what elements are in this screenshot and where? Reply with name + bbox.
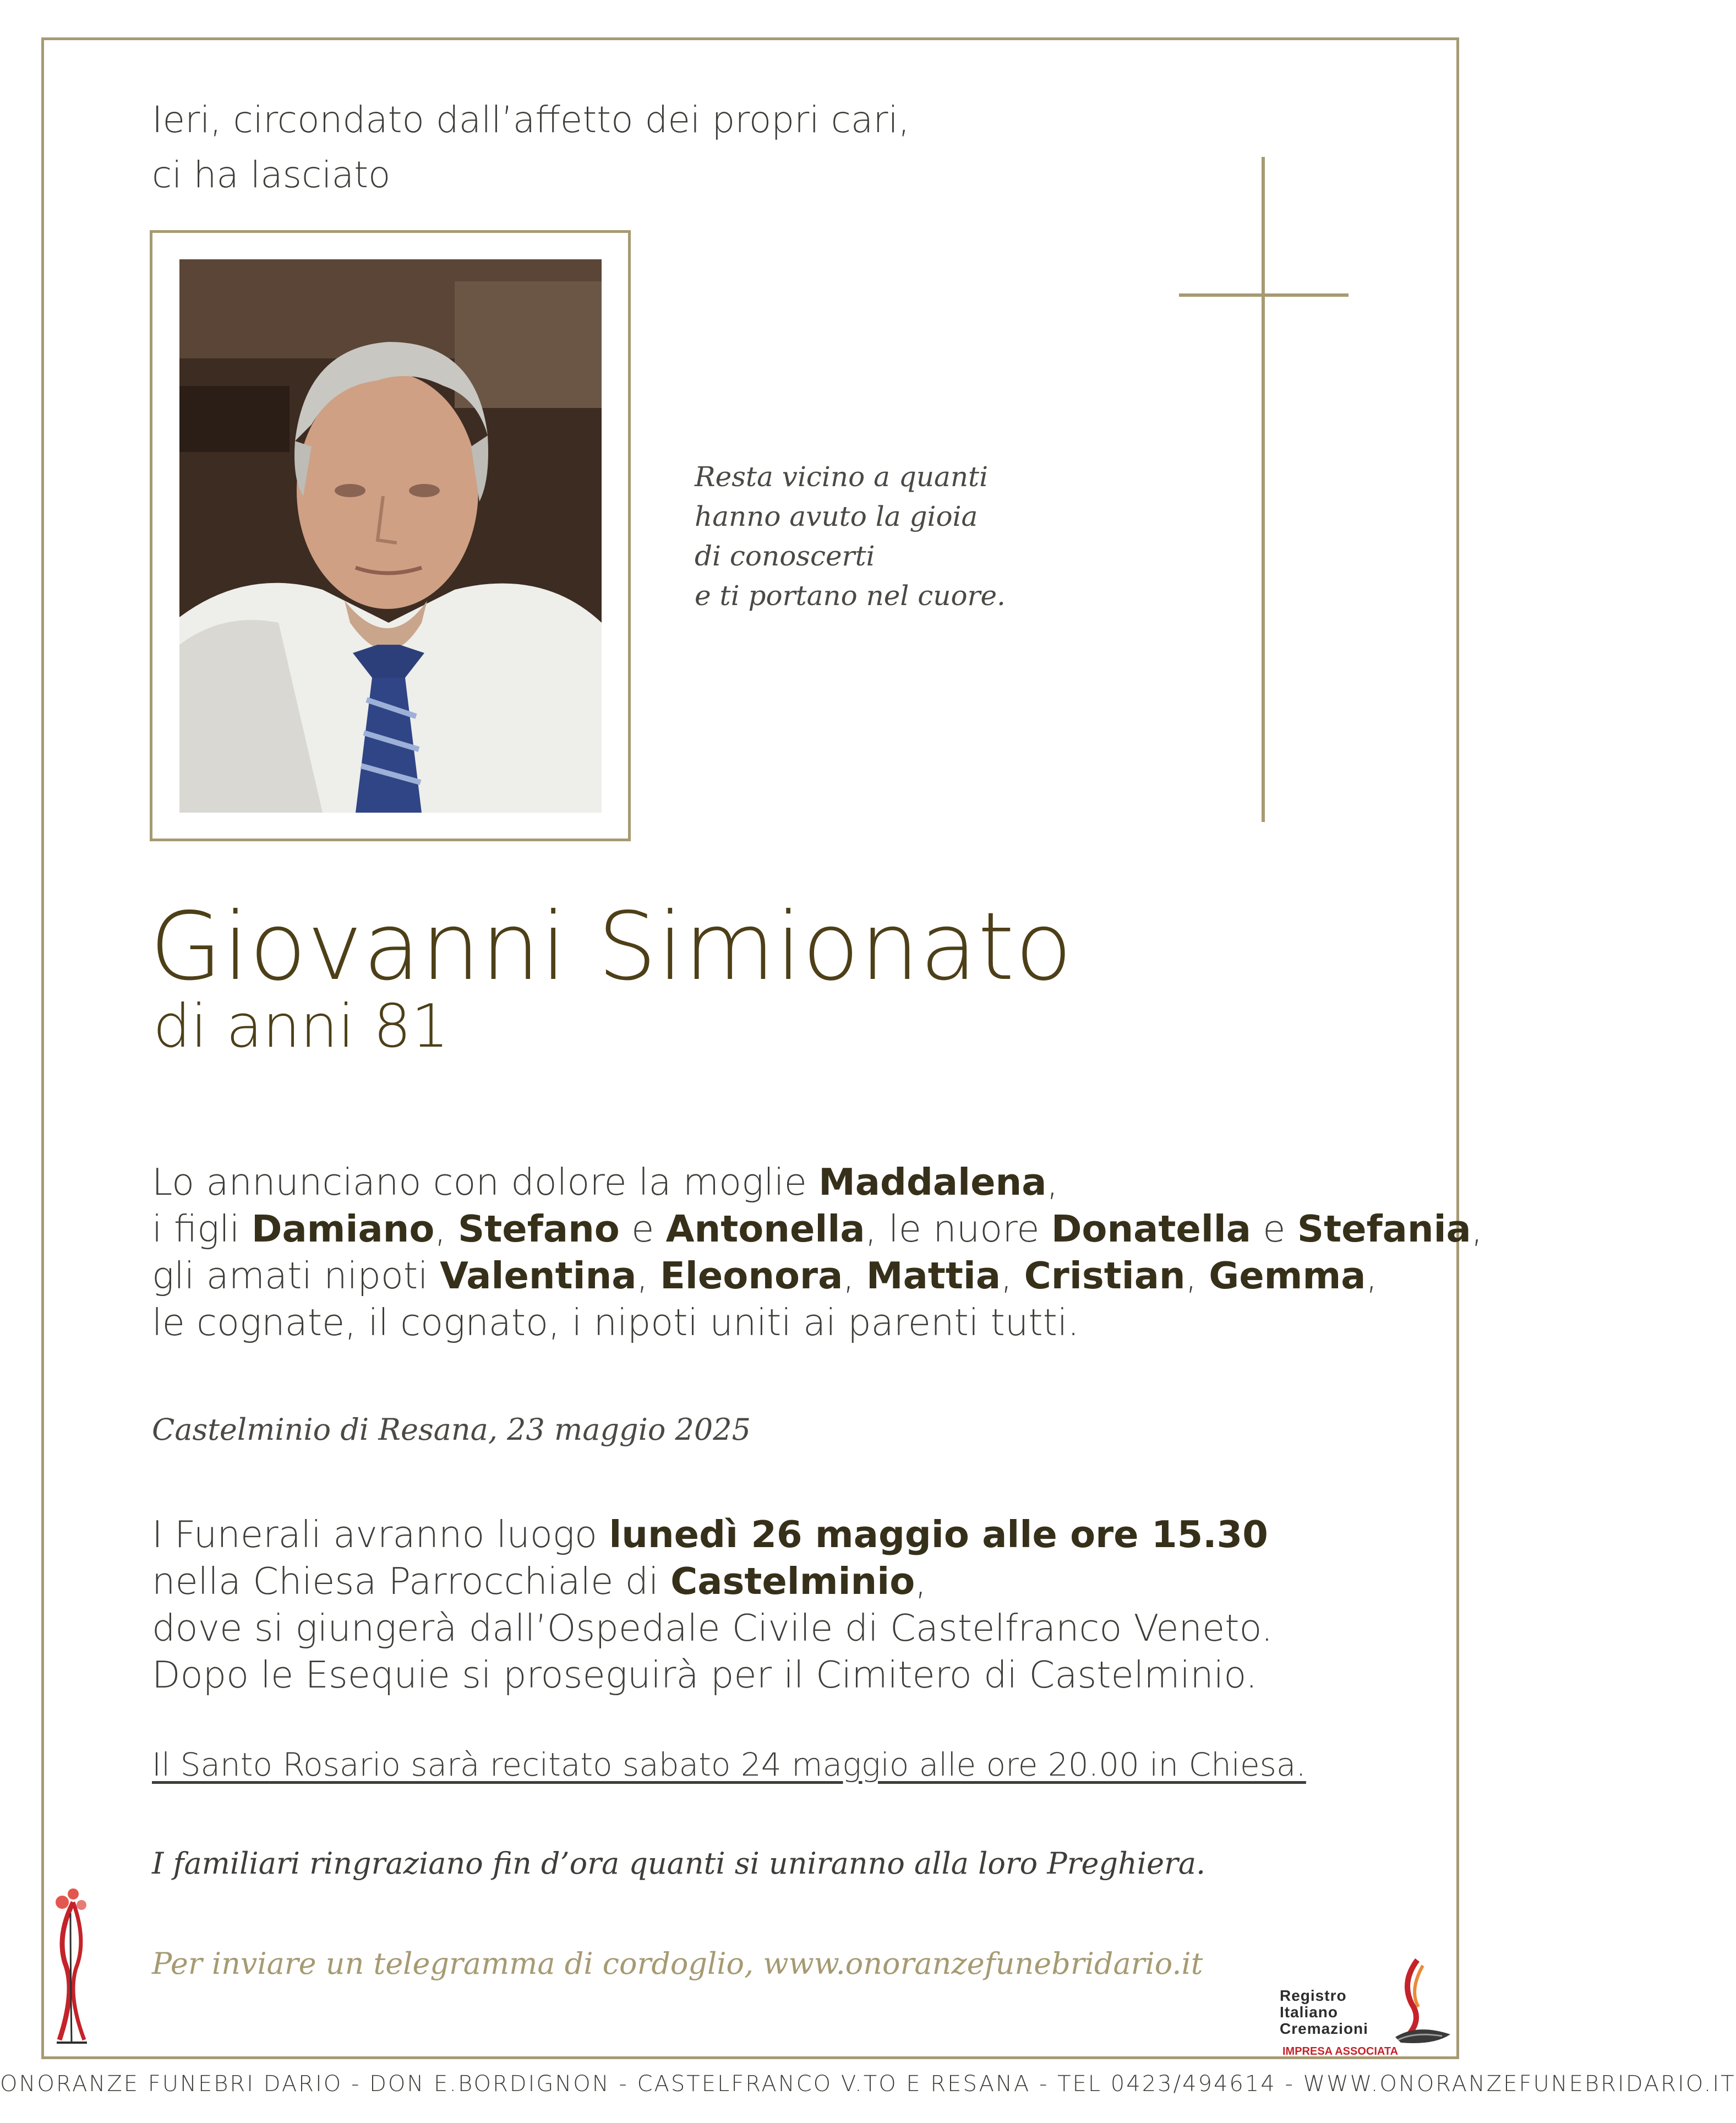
family-name: Maddalena: [818, 1161, 1047, 1204]
family-text: ,: [1366, 1254, 1378, 1297]
portrait-illustration: [179, 259, 602, 813]
flower-logo-icon: [48, 1880, 98, 2045]
family-name: Stefano: [458, 1207, 620, 1250]
funeral-line-4: Dopo le Esequie si proseguirà per il Cimitero di Castelminio.: [152, 1653, 1258, 1696]
ric-line-2: Italiano: [1280, 2004, 1339, 2021]
family-name: Mattia: [866, 1254, 1001, 1297]
family-announcement: [152, 1159, 1483, 1346]
funeral-datetime: lunedì 26 maggio alle ore 15.30: [609, 1513, 1268, 1556]
family-name: Antonella: [665, 1207, 865, 1250]
family-line-3: [152, 1253, 1483, 1299]
family-text: Lo annunciano con dolore la moglie: [152, 1161, 819, 1204]
rosary-notice: Il Santo Rosario sarà recitato sabato 24 maggio alle ore 20.00 in Chiesa.: [152, 1746, 1306, 1783]
family-text: , le nuore: [865, 1207, 1051, 1250]
family-name: Valentina: [440, 1254, 637, 1297]
funeral-line-2: [152, 1558, 1273, 1605]
family-text: e: [619, 1207, 666, 1250]
funeral-info: [152, 1511, 1273, 1699]
deceased-name: Giovanni Simionato: [150, 892, 1073, 1001]
family-name: Damiano: [251, 1207, 435, 1250]
place-date: Castelminio di Resana, 23 maggio 2025: [152, 1412, 751, 1447]
ric-line-1: Registro: [1280, 1987, 1347, 2004]
cross-icon-bar: [1179, 293, 1349, 297]
footer-contact: ONORANZE FUNEBRI DARIO - DON E.BORDIGNON - CASTELFRANCO V.TO E RESANA - TEL 0423/494614 - WWW.ONORANZEFUNEBRIDARIO.IT: [0, 2071, 1736, 2097]
family-text: gli amati nipoti: [152, 1254, 440, 1297]
ric-line-3: Cremazioni: [1280, 2020, 1368, 2037]
family-name: Gemma: [1209, 1254, 1366, 1297]
family-text: ,: [843, 1254, 866, 1297]
funeral-line-3: dove si giungerà dall’Ospedale Civile di Castelfranco Veneto.: [152, 1607, 1273, 1650]
funeral-line-1: [152, 1511, 1273, 1558]
ric-logo-text: [1280, 1988, 1368, 2037]
ric-assoc-label: IMPRESA ASSOCIATA: [1282, 2045, 1399, 2057]
funeral-place: Castelminio: [670, 1560, 915, 1603]
intro-line-1: Ieri, circondato dall’affetto dei propri cari,: [152, 99, 910, 141]
family-text: ,: [1046, 1161, 1058, 1204]
verse-text: [695, 457, 1006, 616]
family-text: i figli: [152, 1207, 252, 1250]
family-text: ,: [1185, 1254, 1209, 1297]
verse-line-2: hanno avuto la gioia: [695, 500, 978, 532]
family-text: e: [1251, 1207, 1297, 1250]
family-text: ,: [1471, 1207, 1483, 1250]
family-line-2: [152, 1206, 1483, 1253]
family-text: ,: [636, 1254, 660, 1297]
family-name: Donatella: [1051, 1207, 1251, 1250]
thanks-text: I familiari ringraziano fin d’ora quanti si uniranno alla loro Preghiera.: [152, 1846, 1206, 1881]
deceased-age: di anni 81: [153, 992, 449, 1061]
family-name: Cristian: [1024, 1254, 1186, 1297]
family-text: ,: [1001, 1254, 1024, 1297]
family-name: Stefania: [1297, 1207, 1471, 1250]
funeral-text: nella Chiesa Parrocchiale di: [152, 1560, 671, 1603]
funeral-text: ,: [915, 1560, 927, 1603]
portrait-photo: [179, 259, 602, 813]
family-line-4: le cognate, il cognato, i nipoti uniti ai parenti tutti.: [152, 1301, 1079, 1344]
telegram-link[interactable]: Per inviare un telegramma di cordoglio, www.onoranzefunebridario.it: [152, 1946, 1203, 1981]
intro-text: [152, 92, 910, 203]
verse-line-4: e ti portano nel cuore.: [695, 580, 1006, 612]
intro-line-2: ci ha lasciato: [152, 154, 391, 196]
funeral-text: I Funerali avranno luogo: [152, 1513, 609, 1556]
family-text: ,: [434, 1207, 458, 1250]
family-name: Eleonora: [660, 1254, 843, 1297]
cross-icon: [1262, 157, 1265, 822]
verse-line-3: di conoscerti: [695, 540, 875, 572]
verse-line-1: Resta vicino a quanti: [695, 461, 989, 493]
family-line-1: [152, 1159, 1483, 1206]
